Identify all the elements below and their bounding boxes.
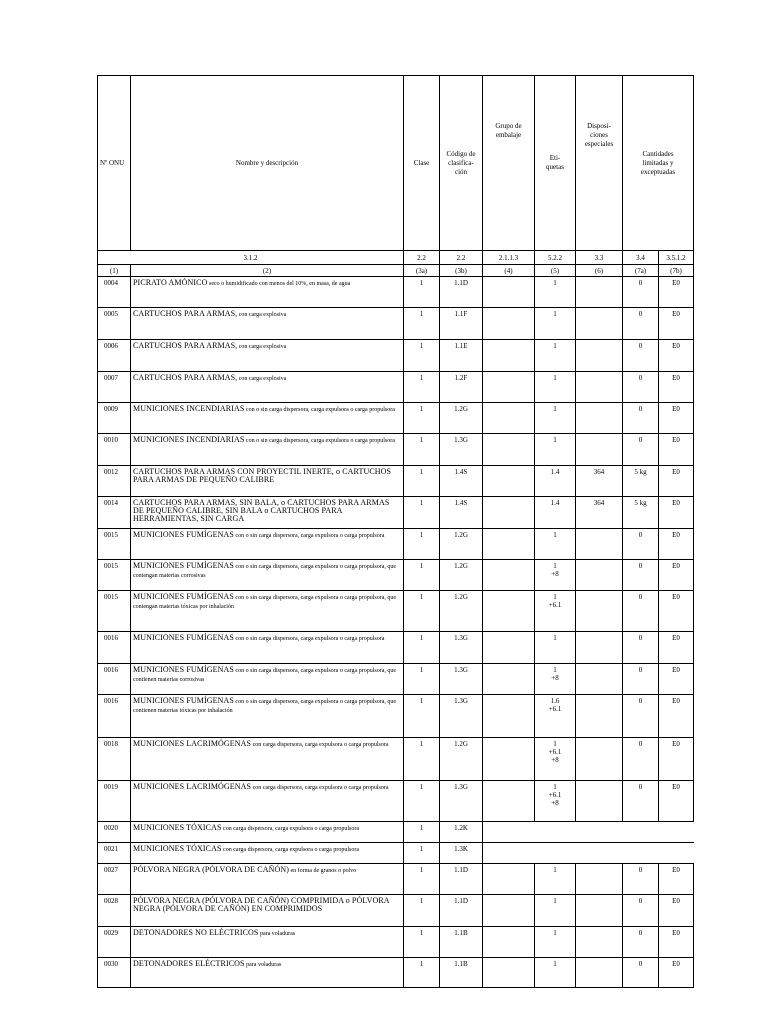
excepted-quantity: E0 [659,664,694,695]
packing-group [483,591,535,632]
substance-name-main: CARTUCHOS PARA ARMAS, SIN BALA, o CARTUCHOS PARA ARMAS DE PEQUEÑO CALIBRE, SIN BALA o CARTUCHOS PARA HERRAMIENTAS, SIN CARGA [133,498,390,523]
class-cell: 1 [404,372,440,403]
ref-cell: 3.4 [623,251,659,265]
labels-cell: 1 [535,340,576,372]
un-number: 0030 [98,958,131,988]
ref-cell: 2.1.1.3 [483,251,535,265]
classification-code: 1.1F [440,308,483,340]
packing-group [483,340,535,372]
substance-name [131,632,404,664]
labels-cell: 1 +8 [535,560,576,591]
excepted-quantity: E0 [659,781,694,822]
un-number: 0018 [98,738,131,781]
col-num: (6) [576,265,623,277]
labels-cell: 1.4 [535,466,576,497]
substance-name [131,895,404,927]
packing-group [483,864,535,895]
substance-name [131,529,404,560]
table-row [98,340,694,372]
substance-description: con carga explosiva [237,376,287,382]
header-etiquetas: Eti- quetas [535,76,576,251]
packing-group [483,497,535,529]
labels-cell: 1.4 [535,497,576,529]
un-number: 0027 [98,864,131,895]
substance-description: en forma de granos o polvo [288,868,357,874]
classification-code: 1.1E [440,340,483,372]
special-provisions [576,403,623,434]
excepted-quantity: E0 [659,927,694,958]
special-provisions [576,340,623,372]
table-row [98,466,694,497]
special-provisions [576,277,623,308]
limited-quantity: 0 [623,308,659,340]
special-provisions [576,632,623,664]
classification-code: 1.3G [440,434,483,466]
class-cell: 1 [404,632,440,664]
substance-name-main: MUNICIONES INCENDIARIAS [133,435,245,444]
substance-name [131,843,404,864]
packing-group [483,308,535,340]
header-name: Nombre y descripción [131,76,404,251]
substance-name-main: CARTUCHOS PARA ARMAS, [133,309,238,318]
excepted-quantity: E0 [659,372,694,403]
substance-name-main: MUNICIONES TÓXICAS [133,823,222,832]
excepted-quantity: E0 [659,864,694,895]
substance-name [131,591,404,632]
un-number: 0016 [98,632,131,664]
labels-cell: 1 [535,864,576,895]
ref-cell: 5.2.2 [535,251,576,265]
table-row [98,497,694,529]
class-cell: 1 [404,434,440,466]
substance-name-main: PÓLVORA NEGRA (PÓLVORA DE CAÑÓN) [133,865,289,874]
table-row [98,958,694,988]
special-provisions: 364 [576,466,623,497]
substance-name [131,466,404,497]
labels-cell: 1 [535,927,576,958]
class-cell: 1 [404,497,440,529]
excepted-quantity: E0 [659,497,694,529]
packing-group [483,372,535,403]
limited-quantity: 0 [623,632,659,664]
limited-quantity: 0 [623,864,659,895]
un-number: 0004 [98,277,131,308]
special-provisions [576,895,623,927]
un-number: 0015 [98,529,131,560]
class-cell: 1 [404,277,440,308]
ref-cell: 3.3 [576,251,623,265]
class-cell: 1 [404,738,440,781]
packing-group [483,695,535,738]
special-provisions [576,560,623,591]
classification-code: 1.2G [440,560,483,591]
un-number: 0014 [98,497,131,529]
classification-code: 1.1D [440,277,483,308]
dangerous-goods-table-page [97,75,693,988]
labels-cell: 1 [535,529,576,560]
substance-name [131,864,404,895]
substance-name-main: DETONADORES NO ELÉCTRICOS [133,928,259,937]
substance-name-main: MUNICIONES FUMÍGENAS [133,530,234,539]
classification-code: 1.1B [440,927,483,958]
substance-description: con o sin carga dispersora, carga expulsora o carga propulsora, que contienen materias corrosivas [133,668,397,683]
excepted-quantity: E0 [659,632,694,664]
class-cell: 1 [404,664,440,695]
col-num: (2) [131,265,404,277]
excepted-quantity: E0 [659,529,694,560]
substance-name-main: MUNICIONES FUMÍGENAS [133,633,234,642]
classification-code: 1.2G [440,591,483,632]
special-provisions [576,434,623,466]
substance-name-main: MUNICIONES LACRIMÓGENAS [133,782,252,791]
un-number: 0006 [98,340,131,372]
packing-group [483,781,535,822]
class-cell: 1 [404,340,440,372]
packing-group [483,927,535,958]
limited-quantity: 0 [623,560,659,591]
packing-group [483,664,535,695]
un-number: 0016 [98,695,131,738]
table-row [98,403,694,434]
class-cell: 1 [404,864,440,895]
packing-group [483,403,535,434]
packing-group [483,560,535,591]
class-cell: 1 [404,927,440,958]
substance-name-main: MUNICIONES FUMÍGENAS [133,592,234,601]
excepted-quantity: E0 [659,738,694,781]
packing-group [483,632,535,664]
special-provisions [576,591,623,632]
limited-quantity: 0 [623,434,659,466]
un-number: 0020 [98,822,131,843]
labels-cell: 1.6 +6.1 [535,695,576,738]
classification-code: 1.3K [440,843,483,864]
substance-description: con carga dispersora, carga expulsora o carga propulsora [221,826,359,832]
table-row [98,864,694,895]
class-cell: 1 [404,529,440,560]
class-cell: 1 [404,466,440,497]
substance-name-main: CARTUCHOS PARA ARMAS, [133,341,238,350]
table-row [98,695,694,738]
header-onu: Nº ONU [98,76,131,251]
substance-description: para voladuras [258,931,296,937]
substance-name [131,372,404,403]
class-cell: 1 [404,958,440,988]
ref-cell: 2.2 [440,251,483,265]
substance-name-main: PICRATO AMÓNICO [133,278,208,287]
special-provisions [576,958,623,988]
labels-cell: 1 +6.1 +8 [535,738,576,781]
limited-quantity: 0 [623,738,659,781]
substance-name [131,308,404,340]
labels-cell: 1 [535,958,576,988]
ref-cell: 2.2 [404,251,440,265]
class-cell: 1 [404,822,440,843]
excepted-quantity: E0 [659,695,694,738]
table-header-row [98,76,694,251]
substance-description: con o sin carga dispersora, carga expulsora o carga propulsora, que contengan materias corrosivas [133,564,397,579]
table-row [98,529,694,560]
reference-row [98,251,694,265]
classification-code: 1.3G [440,664,483,695]
substance-description: con o sin carga dispersora, carga expulsora o carga propulsora, que contienen materias tóxicas por inhalación [133,699,397,714]
substance-name [131,822,404,843]
substance-description: con o sin carga dispersora, carga expulsora o carga propulsora [233,533,385,539]
labels-cell: 1 +6.1 [535,591,576,632]
labels-cell: 1 [535,632,576,664]
table-row [98,927,694,958]
limited-quantity: 0 [623,958,659,988]
substance-description: con o sin carga dispersora, carga expulsora o carga propulsora, que contengan materias tóxicas por inhalación [133,595,397,610]
packing-group [483,958,535,988]
empty-merged-cell [483,822,694,843]
header-codigo: Código de clasifica- ción [440,76,483,251]
classification-code: 1.4S [440,466,483,497]
un-number: 0005 [98,308,131,340]
excepted-quantity: E0 [659,403,694,434]
substance-name [131,664,404,695]
substance-name [131,927,404,958]
special-provisions [576,372,623,403]
limited-quantity: 0 [623,372,659,403]
col-num: (3a) [404,265,440,277]
table-row [98,308,694,340]
substance-name-main: MUNICIONES INCENDIARIAS [133,404,245,413]
table-row [98,822,694,843]
classification-code: 1.3G [440,632,483,664]
substance-description: con carga explosiva [237,344,287,350]
packing-group [483,277,535,308]
table-row [98,781,694,822]
table-row [98,843,694,864]
substance-name-main: MUNICIONES FUMÍGENAS [133,665,234,674]
un-number: 0010 [98,434,131,466]
header-disposiciones: Disposi- ciones especiales [576,76,623,251]
substance-name [131,958,404,988]
substance-name-main: MUNICIONES FUMÍGENAS [133,561,234,570]
substance-description: con carga explosiva [237,312,287,318]
classification-code: 1.3G [440,781,483,822]
header-grupo: Grupo de embalaje [483,76,535,251]
table-row [98,591,694,632]
substance-name-main: MUNICIONES FUMÍGENAS [133,696,234,705]
substance-name [131,738,404,781]
labels-cell: 1 [535,434,576,466]
un-number: 0015 [98,591,131,632]
header-clase: Clase [404,76,440,251]
classification-code: 1.4S [440,497,483,529]
un-number: 0009 [98,403,131,434]
special-provisions [576,781,623,822]
col-num: (7a) [623,265,659,277]
substance-name [131,277,404,308]
special-provisions: 364 [576,497,623,529]
labels-cell: 1 [535,277,576,308]
substance-description: con o sin carga dispersora, carga expulsora o carga propulsora [244,438,395,444]
substance-description: con carga dispersora, carga expulsora o carga propulsora [221,847,359,853]
substance-name [131,560,404,591]
classification-code: 1.2F [440,372,483,403]
table-row [98,560,694,591]
special-provisions [576,864,623,895]
substance-name-main: DETONADORES ELÉCTRICOS [133,959,245,968]
ref-cell: 3.5.1.2 [659,251,694,265]
substance-description: con o sin carga dispersora, carga expulsora o carga propulsora [233,636,385,642]
class-cell: 1 [404,560,440,591]
classification-code: 1.2G [440,529,483,560]
substance-description: seco o humidificado con menos del 10%, en masa, de agua [207,281,351,287]
table-row [98,664,694,695]
empty-merged-cell [483,843,694,864]
table-row [98,277,694,308]
labels-cell: 1 [535,308,576,340]
labels-cell: 1 +8 [535,664,576,695]
un-number: 0021 [98,843,131,864]
class-cell: 1 [404,843,440,864]
table-row [98,372,694,403]
limited-quantity: 0 [623,781,659,822]
limited-quantity: 0 [623,927,659,958]
excepted-quantity: E0 [659,434,694,466]
excepted-quantity: E0 [659,895,694,927]
col-num: (1) [98,265,131,277]
class-cell: 1 [404,895,440,927]
class-cell: 1 [404,308,440,340]
classification-code: 1.1D [440,895,483,927]
table-row [98,738,694,781]
substance-name-main: CARTUCHOS PARA ARMAS, [133,373,238,382]
special-provisions [576,695,623,738]
labels-cell: 1 [535,895,576,927]
class-cell: 1 [404,781,440,822]
ref-cell: 3.1.2 [98,251,404,265]
excepted-quantity: E0 [659,466,694,497]
col-num: (3b) [440,265,483,277]
classification-code: 1.2K [440,822,483,843]
packing-group [483,466,535,497]
special-provisions [576,308,623,340]
substance-name-main: CARTUCHOS PARA ARMAS CON PROYECTIL INERTE, o CARTUCHOS PARA ARMAS DE PEQUEÑO CALIBRE [133,467,392,484]
classification-code: 1.1B [440,958,483,988]
col-num: (4) [483,265,535,277]
labels-cell: 1 [535,372,576,403]
classification-code: 1.3G [440,695,483,738]
substance-name [131,695,404,738]
limited-quantity: 0 [623,529,659,560]
header-cantidades: Cantidades limitadas y exceptuadas [623,76,694,251]
un-number: 0016 [98,664,131,695]
labels-cell: 1 +6.1 +8 [535,781,576,822]
un-number: 0028 [98,895,131,927]
limited-quantity: 5 kg [623,497,659,529]
class-cell: 1 [404,695,440,738]
classification-code: 1.2G [440,403,483,434]
special-provisions [576,927,623,958]
excepted-quantity: E0 [659,340,694,372]
limited-quantity: 0 [623,340,659,372]
class-cell: 1 [404,403,440,434]
dangerous-goods-table [97,75,694,988]
un-number: 0029 [98,927,131,958]
limited-quantity: 0 [623,664,659,695]
substance-name [131,403,404,434]
limited-quantity: 0 [623,403,659,434]
limited-quantity: 0 [623,695,659,738]
packing-group [483,529,535,560]
col-num: (7b) [659,265,694,277]
substance-description: para voladuras [244,962,282,968]
limited-quantity: 5 kg [623,466,659,497]
labels-cell: 1 [535,403,576,434]
substance-name [131,434,404,466]
classification-code: 1.1D [440,864,483,895]
substance-description: con carga dispersora, carga expulsora o carga propulsora [251,785,389,791]
special-provisions [576,664,623,695]
substance-name-main: MUNICIONES LACRIMÓGENAS [133,739,252,748]
substance-name-main: MUNICIONES TÓXICAS [133,844,222,853]
un-number: 0007 [98,372,131,403]
excepted-quantity: E0 [659,277,694,308]
un-number: 0019 [98,781,131,822]
substance-name [131,781,404,822]
substance-name [131,497,404,529]
substance-description: con o sin carga dispersora, carga expulsora o carga propulsora [244,407,395,413]
packing-group [483,738,535,781]
un-number: 0015 [98,560,131,591]
col-num: (5) [535,265,576,277]
excepted-quantity: E0 [659,591,694,632]
table-row [98,434,694,466]
excepted-quantity: E0 [659,958,694,988]
limited-quantity: 0 [623,591,659,632]
class-cell: 1 [404,591,440,632]
packing-group [483,434,535,466]
special-provisions [576,738,623,781]
table-row [98,895,694,927]
substance-name-main: PÓLVORA NEGRA (PÓLVORA DE CAÑÓN) COMPRIMIDA o PÓLVORA NEGRA (PÓLVORA DE CAÑÓN) EN COMPRIMIDOS [133,896,390,913]
column-number-row [98,265,694,277]
un-number: 0012 [98,466,131,497]
special-provisions [576,529,623,560]
excepted-quantity: E0 [659,560,694,591]
limited-quantity: 0 [623,895,659,927]
substance-description: con carga dispersora, carga expulsora o carga propulsora [251,742,389,748]
packing-group [483,895,535,927]
classification-code: 1.2G [440,738,483,781]
limited-quantity: 0 [623,277,659,308]
table-row [98,632,694,664]
excepted-quantity: E0 [659,308,694,340]
substance-name [131,340,404,372]
